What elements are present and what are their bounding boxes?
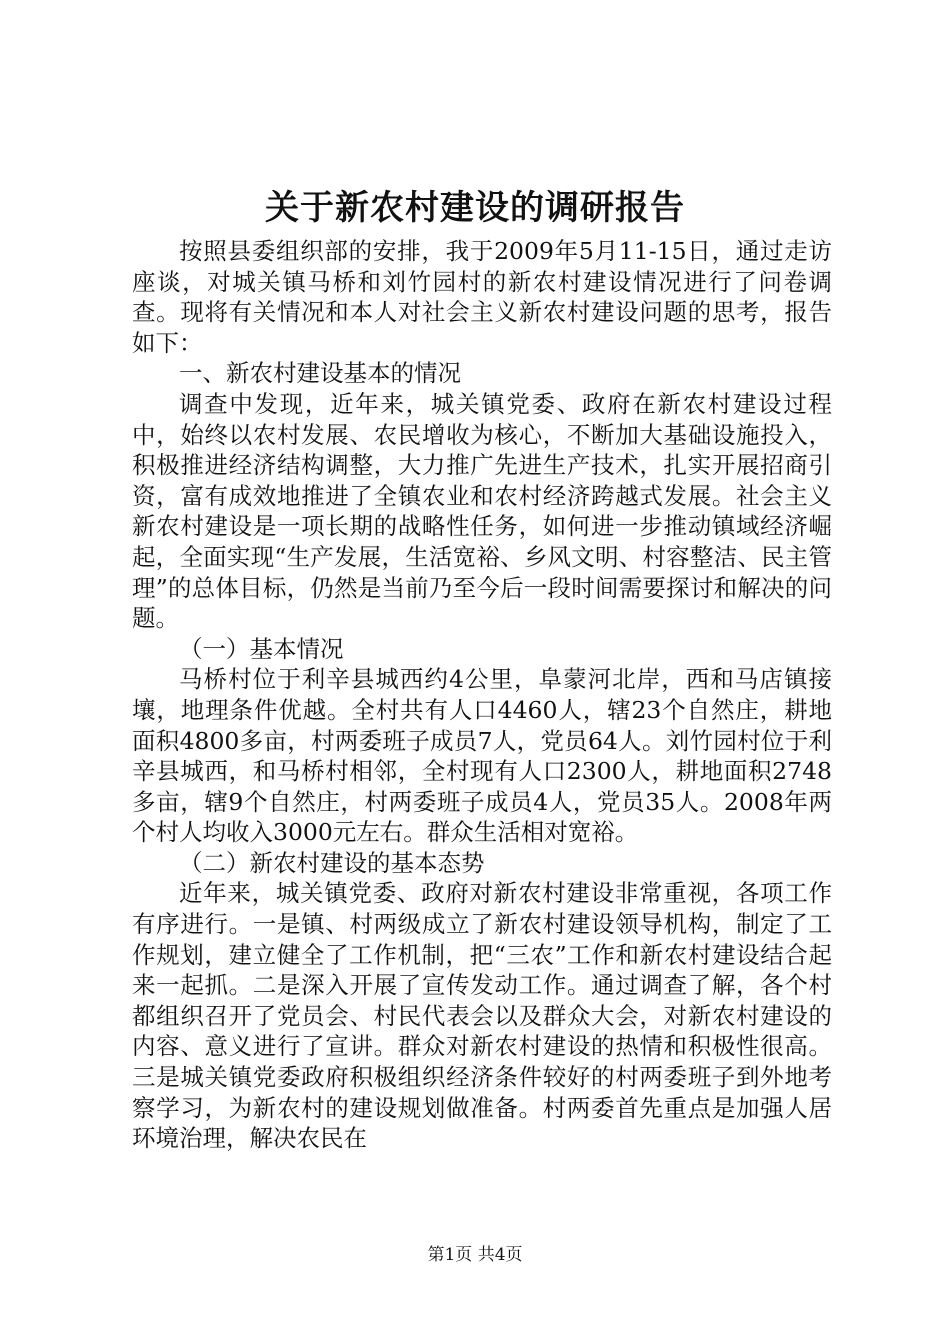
- paragraph-village-profiles: 马桥村位于利辛县城西约4公里，阜蒙河北岸，西和马店镇接壤，地理条件优越。全村共有人口4460人，辖23个自然庄，耕地面积4800多亩，村两委班子成员7人，党员64人。刘竹园村位于利辛县城西，和马桥村相邻，全村现有人口2300人，耕地面积2748多亩，辖9个自然庄，村两委班子成员4人，党员35人。2008年两个村人均收入3000元左右。群众生活相对宽裕。: [132, 665, 832, 847]
- paragraph-intro: 按照县委组织部的安排，我于2009年5月11-15日，通过走访座谈，对城关镇马桥和刘竹园村的新农村建设情况进行了问卷调查。现将有关情况和本人对社会主义新农村建设问题的思考，报告如下：: [132, 237, 832, 357]
- paragraph-survey-findings: 调查中发现，近年来，城关镇党委、政府在新农村建设过程中，始终以农村发展、农民增收为核心，不断加大基础设施投入，积极推进经济结构调整，大力推广先进生产技术，扎实开展招商引资，富有成效地推进了全镇农业和农村经济跨越式发展。社会主义新农村建设是一项长期的战略性任务，如何进一步推动镇域经济崛起，全面实现“生产发展，生活宽裕、乡风文明、村容整洁、民主管理”的总体目标，仍然是当前乃至今后一段时间需要探讨和解决的问题。: [132, 389, 832, 633]
- paragraph-recent-work: 近年来，城关镇党委、政府对新农村建设非常重视，各项工作有序进行。一是镇、村两级成立了新农村建设领导机构，制定了工作规划，建立健全了工作机制，把“三农”工作和新农村建设结合起来一起抓。二是深入开展了宣传发动工作。通过调查了解，各个村都组织召开了党员会、村民代表会以及群众大会，对新农村建设的内容、意义进行了宣讲。群众对新农村建设的热情和积极性很高。三是城关镇党委政府积极组织经济条件较好的村两委班子到外地考察学习，为新农村的建设规划做准备。村两委首先重点是加强人居环境治理，解决农民在: [132, 879, 832, 1153]
- document-body: [132, 236, 832, 1154]
- section-heading-1: 一、新农村建设基本的情况: [179, 359, 461, 388]
- document-title: 关于新农村建设的调研报告: [265, 188, 685, 228]
- subsection-heading-construction-trend: （二）新农村建设的基本态势: [179, 848, 485, 877]
- subsection-heading-basic-situation: （一）基本情况: [179, 634, 344, 663]
- page-number-footer: 第1页 共4页: [427, 1245, 523, 1265]
